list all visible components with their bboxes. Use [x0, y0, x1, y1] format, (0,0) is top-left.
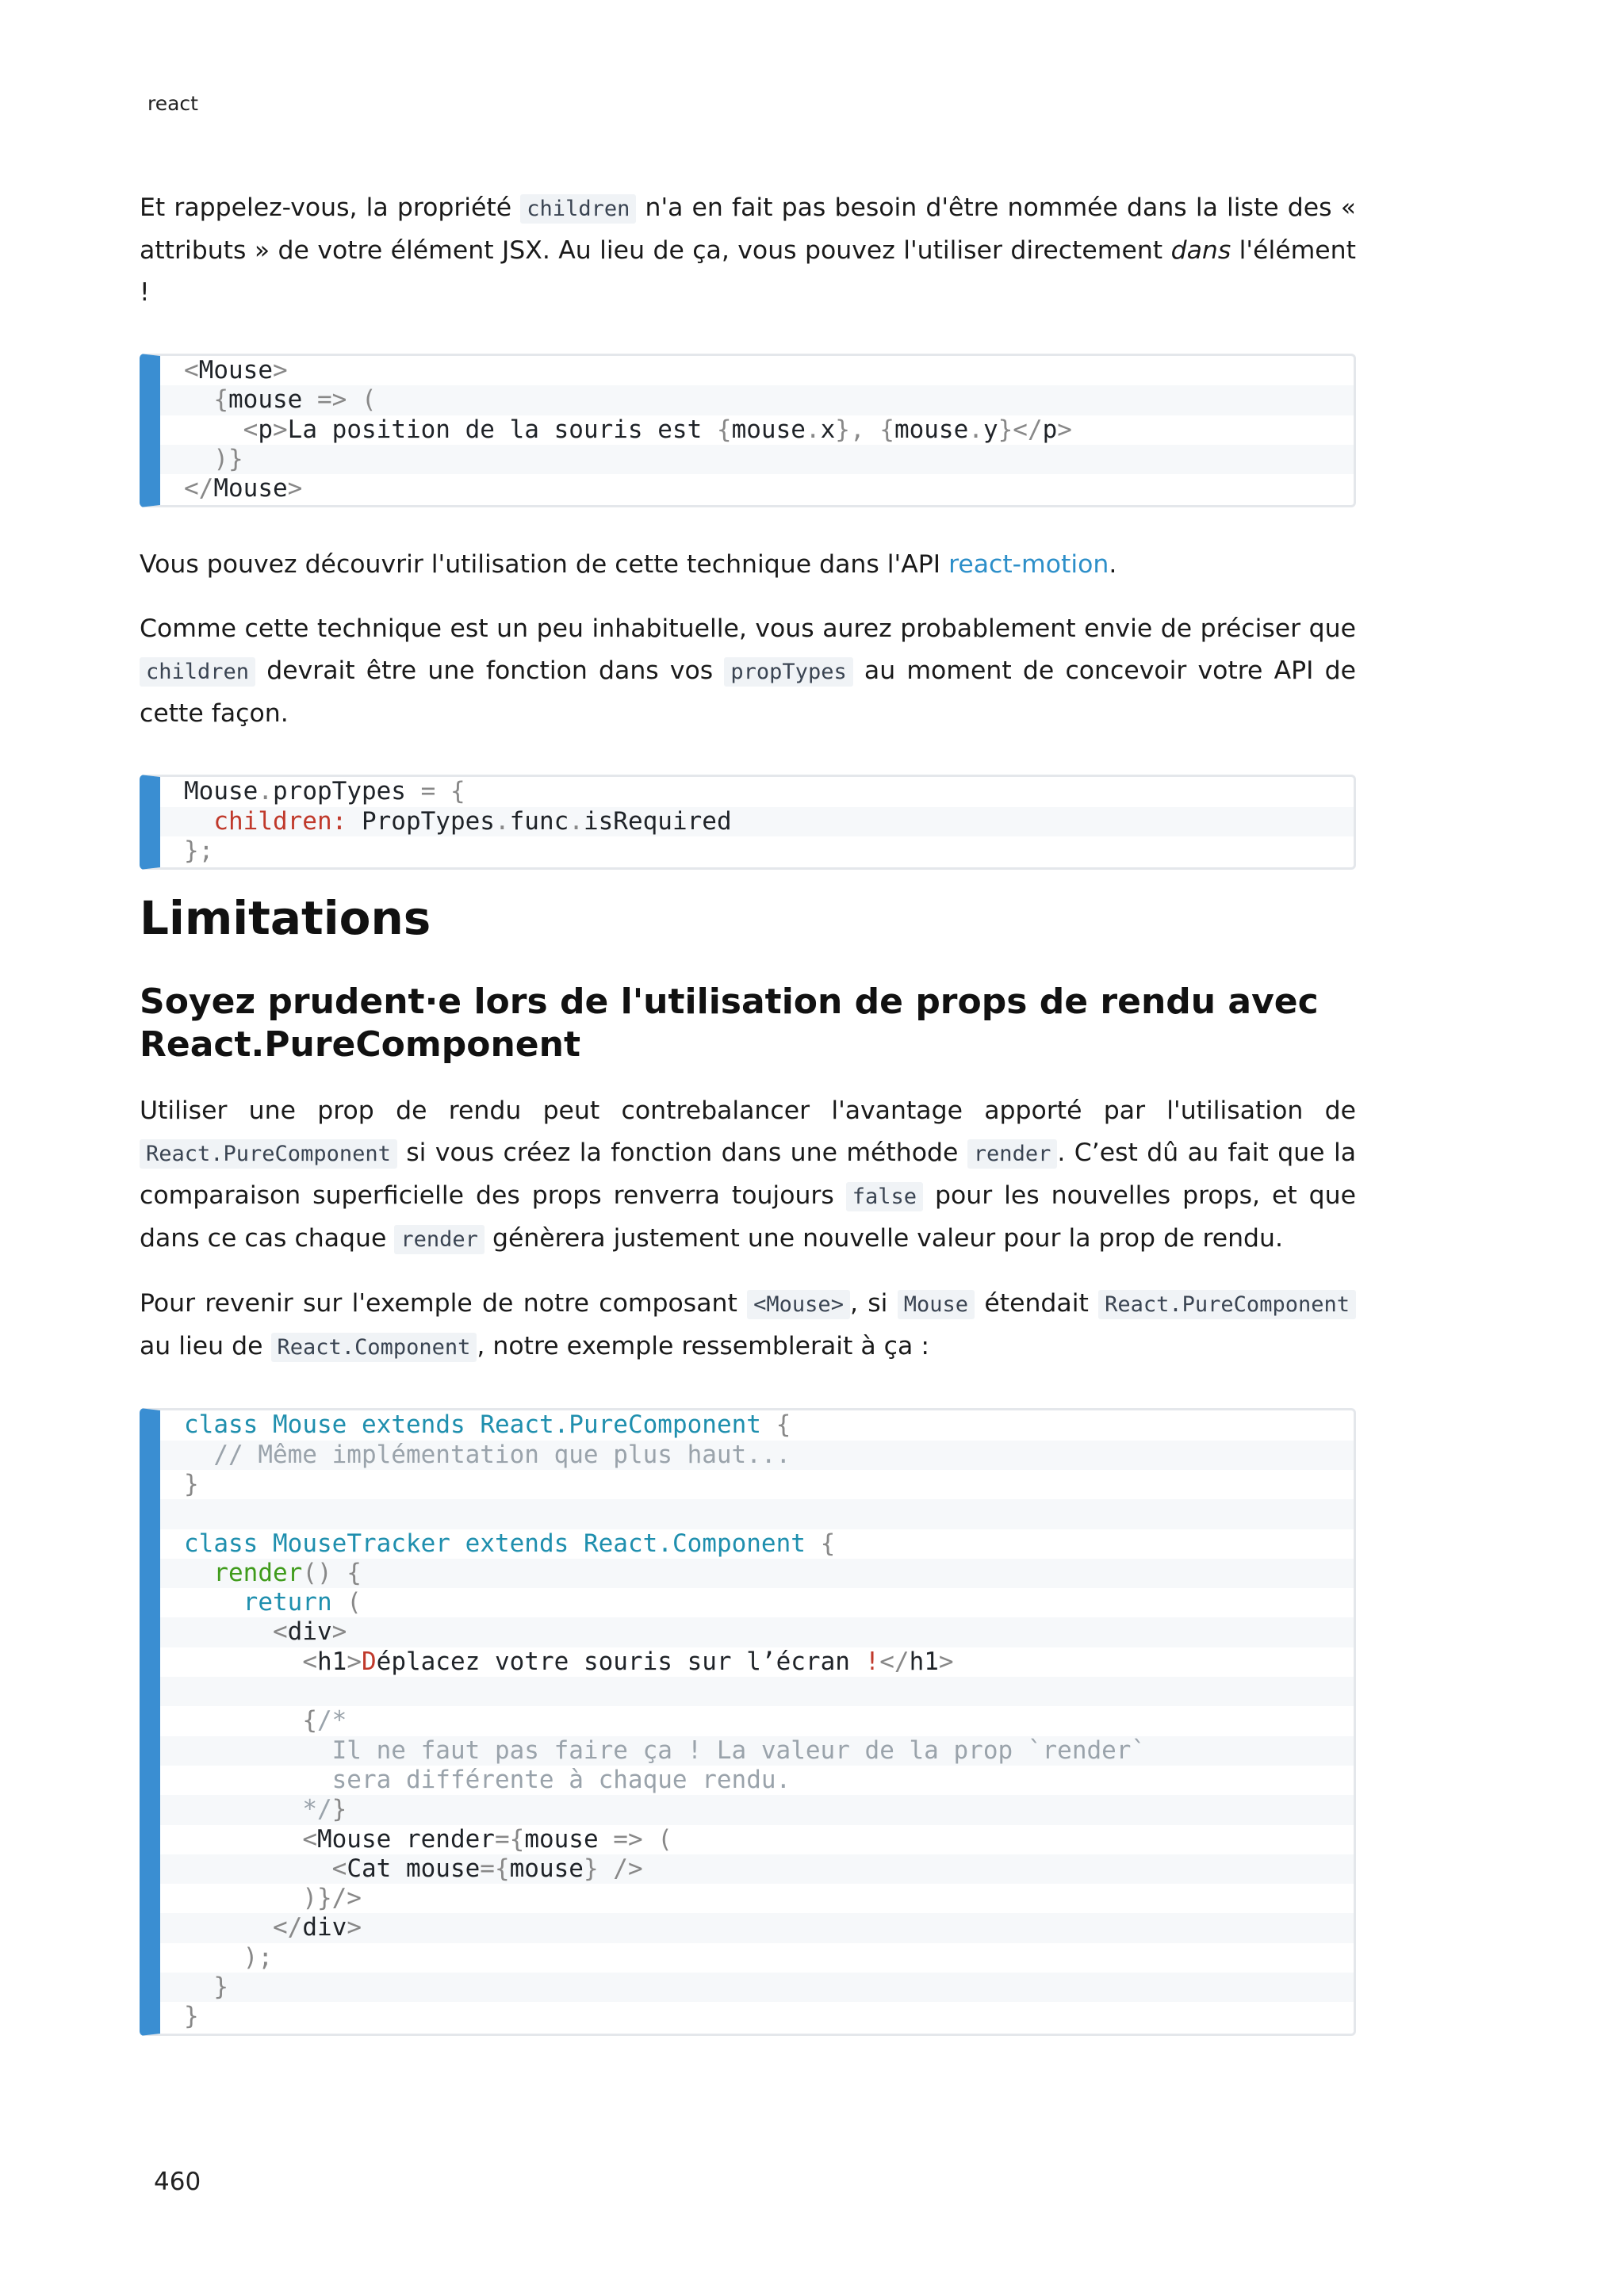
inline-code: propTypes: [724, 657, 852, 687]
subsection-title: Soyez prudent·e lors de l'utilisation de props de rendu avec React.PureComponent: [140, 982, 1319, 1066]
inline-code: React.PureComponent: [140, 1139, 397, 1169]
running-header: react: [147, 92, 198, 115]
section-title: Limitations: [140, 891, 431, 946]
page-content: [140, 187, 1356, 2072]
inline-code: Mouse: [898, 1290, 975, 1319]
intro-paragraph-2: Vous pouvez découvrir l'utilisation de cette technique dans l'API react-motion.: [140, 550, 1117, 580]
code-block-jsx-children: <Mouse> {mouse => ( <p>La position de la souris est {mouse.x}, {mouse.y}</p> )} </Mouse>: [140, 354, 1356, 507]
inline-code: children: [520, 194, 636, 224]
inline-code: React.Component: [271, 1333, 477, 1362]
inline-code: render: [394, 1225, 485, 1254]
code-block-mousetracker: class Mouse extends React.PureComponent { // Même implémentation que plus haut... } class MouseTracker extends React.Component { render() { return ( <div> <h1>Déplacez votre souris sur l’écran !</h1> {/* Il ne faut pas faire ça ! La valeur de la prop `render` sera différente à chaque rendu. */} <Mouse render={mouse => ( <Cat mouse={mouse} /> )}/> </div> ); } }: [140, 1408, 1356, 2035]
limitations-paragraph-1: Utiliser une prop de rendu peut contrebalancer l'avantage apporté par l'utilisation de React.PureComponent si vous créez la fonction dans une méthode render . C’est dû au fait que la comparaison superficielle des props renverra toujours false pour les nouvelles props, et que dans ce cas chaque render génèrera justement une nouvelle valeur pour la prop de rendu.: [140, 1096, 1356, 1253]
code-block-proptypes: Mouse.propTypes = { children: PropTypes.func.isRequired };: [140, 775, 1356, 870]
inline-code: <Mouse>: [747, 1290, 850, 1319]
intro-paragraph-3: Comme cette technique est un peu inhabituelle, vous aurez probablement envie de préciser que children devrait être une fonction dans vos propTypes au moment de concevoir votre API de cette façon.: [140, 614, 1356, 729]
inline-code: render: [967, 1139, 1058, 1169]
inline-code: React.PureComponent: [1098, 1290, 1356, 1319]
page-number: 460: [154, 2168, 201, 2196]
limitations-paragraph-2: Pour revenir sur l'exemple de notre composant <Mouse> , si Mouse étendait React.PureComponent au lieu de React.Component , notre exemple ressemblerait à ça :: [140, 1283, 1356, 1368]
react-motion-link[interactable]: react-motion: [948, 550, 1109, 580]
inline-code: false: [846, 1182, 923, 1211]
inline-code: children: [140, 657, 255, 687]
intro-paragraph-1: Et rappelez-vous, la propriété children n'a en fait pas besoin d'être nommée dans la liste des « attributs » de votre élément JSX. Au lieu de ça, vous pouvez l'utiliser directement dans l'élément !: [140, 193, 1357, 307]
